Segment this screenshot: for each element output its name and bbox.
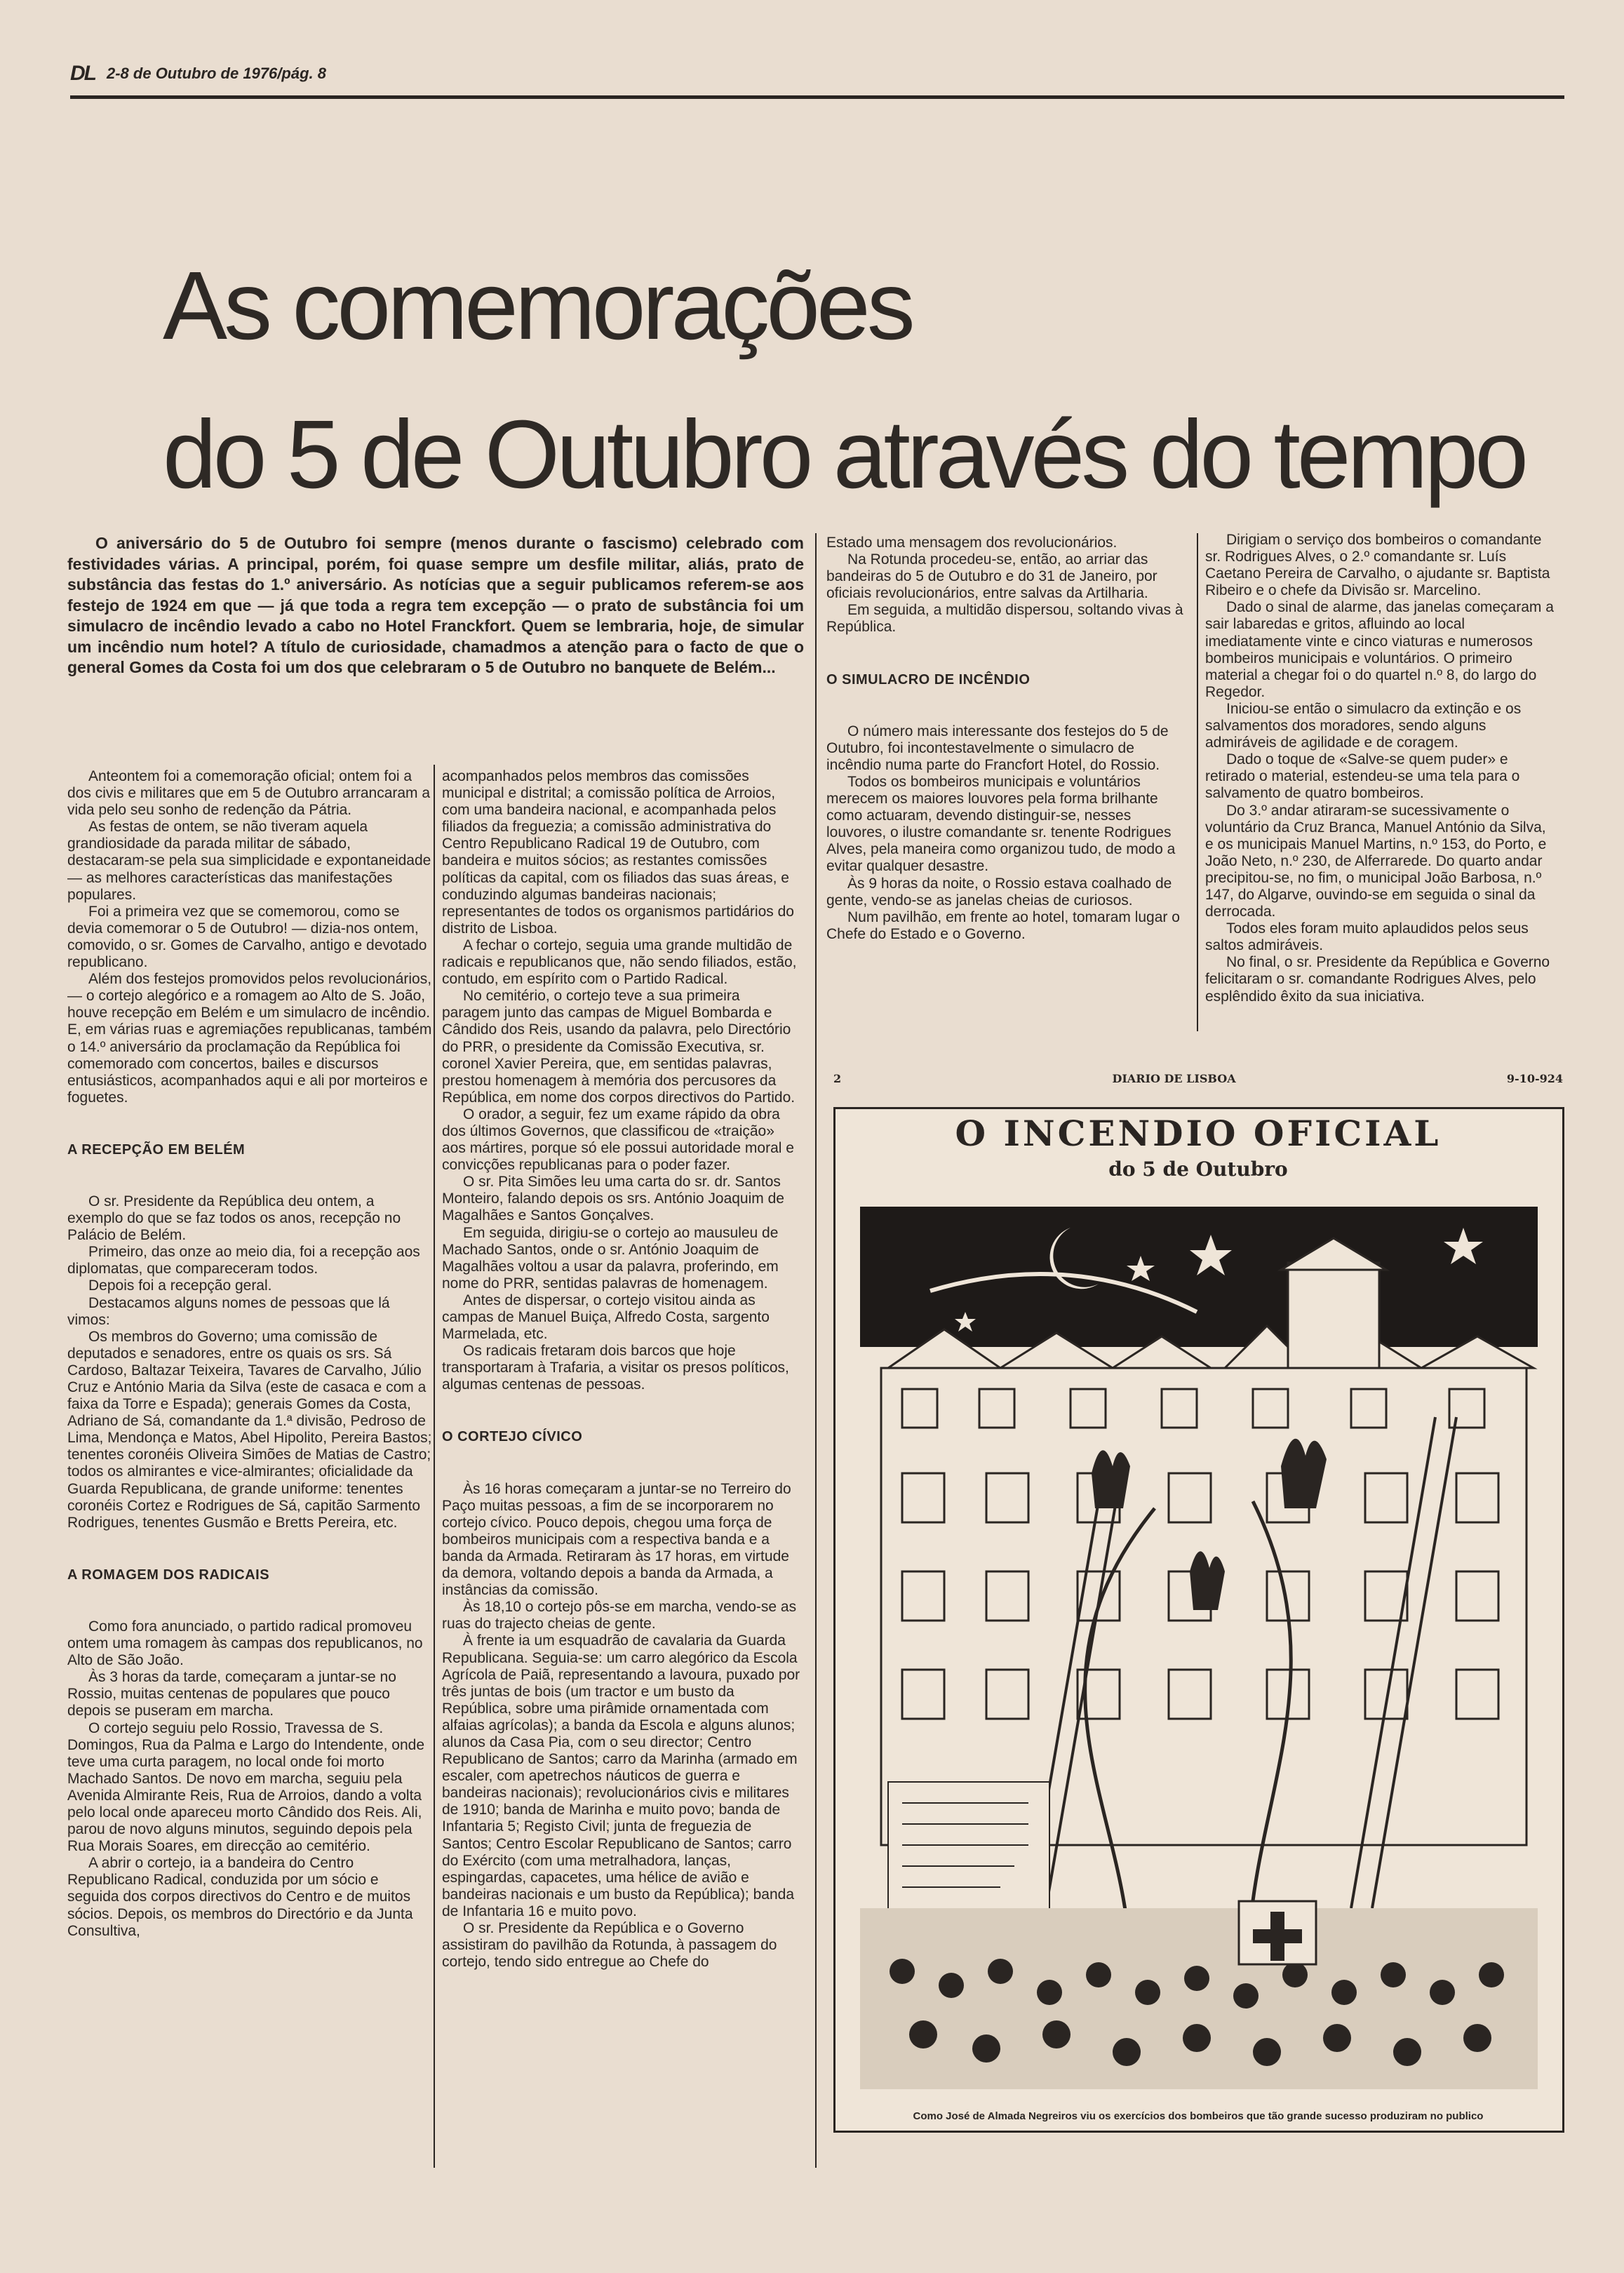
page-header [70, 62, 326, 86]
newspaper-clipping [833, 1072, 1563, 2131]
article-column-2 [442, 768, 801, 1971]
clipping-header [833, 1072, 1563, 1092]
paragraph: À frente ia um esquadrão de cavalaria da Guarda Republicana. Seguia-se: um carro alegórico da Escola Agrícola de Paiã, representando a lavoura, puxado por três juntas de bois (um tractor e um busto da República, sobre uma pirâmide ornamentada com alfaias agrícolas); a banda da Escola e alguns alunos; alunos da Casa Pia, com o seu director; Centro Republicano de Santos; carro da Marinha (armado em escaler, com apetrechos náuticos de guerra e bandeiras nacionais); revolucionários civis e militares de 1910; banda de Marinha e muito povo; banda de Infantaria 5; Registo Civil; junta de freguezia de Santos; Centro Escolar Republicano de Santos; carro do Exército (com uma metralhadora, lanças, espingardas, capacetes, uma hélice de avião e bandeiras nacionais e um busto da República); banda de Infantaria 16 e muito povo. [442, 1632, 800, 1919]
column-divider [815, 533, 817, 2168]
paragraph: Dirigiam o serviço dos bombeiros o comandante sr. Rodrigues Alves, o 2.º comandante sr. Luís Caetano Pereira de Carvalho, o ajudante sr. Baptista Ribeiro e o chefe da Divisão sr. Marcelino. [1205, 532, 1550, 599]
paragraph: Todos eles foram muito aplaudidos pelos seus saltos admiráveis. [1205, 920, 1529, 954]
paragraph: Às 9 horas da noite, o Rossio estava coalhado de gente, vendo-se as janelas cheias de curiosos. [826, 875, 1172, 908]
paragraph: Os radicais fretaram dois barcos que hoje transportaram à Trafaria, a visitar os presos políticos, algumas centenas de pessoas. [442, 1343, 789, 1393]
paragraph: Iniciou-se então o simulacro da extinção e os salvamentos dos moradores, sendo alguns admiráveis de agilidade e de coragem. [1205, 700, 1522, 751]
headline-line-2: do 5 de Outubro através do tempo [163, 401, 1526, 509]
paragraph: Num pavilhão, em frente ao hotel, tomaram lugar o Chefe do Estado e o Governo. [826, 908, 1180, 942]
intro-paragraph [67, 533, 804, 678]
dateline: 2-8 de Outubro de 1976/pág. 8 [107, 65, 326, 82]
header-rule [70, 95, 1564, 99]
clipping-date: 9-10-924 [1506, 1072, 1563, 1085]
paragraph: Antes de dispersar, o cortejo visitou ainda as campas de Manuel Buiça, Alfredo Costa, sargento Marmelada, etc. [442, 1292, 770, 1343]
paragraph: As festas de ontem, se não tiveram aquela grandiosidade da parada militar de sábado, destacaram-se pela sua simplicidade e expontaneidade — as melhores características das manifestações populares. [67, 819, 431, 903]
paragraph: Na Rotunda procedeu-se, então, ao arriar das bandeiras do 5 de Outubro e do 31 de Janeiro, por oficiais revolucionários, entre salvas da Artilharia. [826, 551, 1157, 602]
paragraph: Dado o sinal de alarme, das janelas começaram a sair labaredas e gritos, afluindo ao local imediatamente vinte e cinco viaturas e numerosos bombeiros municipais e voluntários. O primeiro material a chegar foi o do quartel n.º 8, do largo do Regedor. [1205, 599, 1554, 700]
paragraph: O orador, a seguir, fez um exame rápido da obra dos últimos Governos, que classificou de «traição» aos mártires, porque só ele possui autoridade moral e convicções republicanas para o poder fazer. [442, 1106, 794, 1174]
paragraph: Estado uma mensagem dos revolucionários. [826, 535, 1118, 551]
clipping-paper-name: DIARIO DE LISBOA [1112, 1072, 1236, 1085]
article-column-1 [67, 768, 432, 1940]
paragraph: Do 3.º andar atiraram-se sucessivamente o voluntário da Cruz Branca, Manuel António da Silva, e os municipais Manuel Martins, n.º 153, do Porto, e João Neto, n.º 230, de Alferrarede. Do quarto andar precipitou-se, no fim, o municipal João Barbosa, n.º 147, do Algarve, ouvindo-se em seguida o sinal da derrocada. [1205, 802, 1547, 920]
paragraph: O número mais interessante dos festejos do 5 de Outubro, foi incontestavelmente o simulacro de incêndio numa parte do Francfort Hotel, do Rossio. [826, 723, 1169, 773]
section-heading-simulacro: O SIMULACRO DE INCÊNDIO [826, 671, 1031, 688]
clipping-title: O INCENDIO OFICIAL [955, 1113, 1442, 1154]
paragraph: Primeiro, das onze ao meio dia, foi a recepção aos diplomatas, que compareceram todos. [67, 1244, 420, 1278]
paragraph: Destacamos alguns nomes de pessoas que lá vimos: [67, 1294, 390, 1328]
clipping-page-number: 2 [833, 1072, 842, 1085]
paragraph: Além dos festejos promovidos pelos revolucionários, — o cortejo alegórico e a romagem ao Alto de S. João, houve recepção em Belém e um simulacro de incêndio. E, em várias ruas e agremiações republicanas, também o 14.º aniversário da proclamação da República foi comemorado com concertos, bailes e discursos entusiásticos, acompanhados aqui e ali por morteiros e foguetes. [67, 971, 432, 1106]
paragraph: Às 3 horas da tarde, começaram a juntar-se no Rossio, muitas centenas de populares que pouco depois se puseram em marcha. [67, 1669, 396, 1719]
paragraph: A fechar o cortejo, seguia uma grande multidão de radicais e republicanos que, não sendo filiados, estão, contudo, em espírito com o Partido Radical. [442, 937, 797, 988]
clipping-caption: Como José de Almada Negreiros viu os exercícios dos bombeiros que tão grande sucesso produziram no publico [913, 2110, 1484, 2122]
paragraph: A abrir o cortejo, ia a bandeira do Centro Republicano Radical, conduzida por um sócio e seguida dos corpos directivos do Centro e de muitos sócios. Depois, os membros do Directório e da Junta Consultiva, [67, 1855, 413, 1939]
column-divider [434, 765, 435, 2168]
paragraph: O sr. Pita Simões leu uma carta do sr. dr. Santos Monteiro, falando depois os srs. António Joaquim de Magalhães e Santos Gonçalves. [442, 1174, 784, 1224]
headline-line-1: As comemorações [163, 252, 912, 360]
intro-text: O aniversário do 5 de Outubro foi sempre (menos durante o fascismo) celebrado com festividades várias. A principal, porém, foi quase sempre um desfile militar, aliás, prato de substância das festas do 1.º aniversário. As notícias que a seguir publicamos referem-se aos festejo de 1924 em que — já que toda a regra tem excepção — o prato de substância foi um simulacro de incêndio levado a cabo no Hotel Franckfort. Quem se lembraria, hoje, de simular um incêndio num hotel? A título de curiosidade, chamadmos a atenção para o facto de que o general Gomes da Costa foi um dos que celebraram o 5 de Outubro no banquete de Belém... [67, 534, 804, 676]
paragraph: O sr. Presidente da República e o Governo assistiram do pavilhão da Rotunda, à passagem do cortejo, tendo sido entregue ao Chefe do [442, 1920, 777, 1971]
paragraph: Dado o toque de «Salve-se quem puder» e retirado o material, estendeu-se uma tela para o salvamento de quatro bombeiros. [1205, 751, 1520, 802]
column-divider [1197, 533, 1198, 1031]
paragraph: Como fora anunciado, o partido radical promoveu ontem uma romagem às campas dos republicanos, no Alto de São João. [67, 1618, 423, 1669]
article-column-3 [826, 535, 1191, 943]
paragraph: No cemitério, o cortejo teve a sua primeira paragem junto das campas de Miguel Bombarda e Cândido dos Reis, usando da palavra, pelo Directório do PRR, o presidente da Comissão Executiva, sr. coronel Xavier Pereira, que, em sentidas palavras, prestou homenagem à memória dos percusores da República, em nome dos corpos directivos do Partido. [442, 988, 796, 1106]
paragraph: O cortejo seguiu pelo Rossio, Travessa de S. Domingos, Rua da Palma e Largo do Intendente, onde teve uma curta paragem, no local onde foi morto Machado Santos. De novo em marcha, seguiu pela Avenida Almirante Reis, Rua de Arroios, dando a volta pelo local onde apareceu morto Cândido dos Reis. Ali, parou de novo alguns minutos, seguindo depois pela Rua Morais Soares, em direcção ao cemitério. [67, 1719, 425, 1855]
fire-drill-illustration [860, 1207, 1538, 2089]
paragraph: Anteontem foi a comemoração oficial; ontem foi a dos civis e militares que em 5 de Outubro arrancaram a vida pelo seu sonho de redenção da Pátria. [67, 768, 431, 819]
paragraph: Foi a primeira vez que se comemorou, como se devia comemorar o 5 de Outubro! — dizia-nos ontem, comovido, o sr. Gomes de Carvalho, antigo e devotado republicano. [67, 903, 427, 971]
article-column-4 [1205, 532, 1556, 1005]
paragraph: Os membros do Governo; uma comissão de deputados e senadores, entre os quais os srs. Sá Cardoso, Baltazar Teixeira, Tavares de Carvalho, Júlio Cruz e António Maria da Silva (este de casaca e com a faixa da Torre e Espada); generais Gomes da Costa, Adriano de Sá, comandante da 1.ª divisão, Pedroso de Lima, Mendonça e Matos, Abel Hipolito, Pereira Bastos; tenentes coronéis Oliveira Simões de Matias de Castro; todos os almirantes e vice-almirantes; oficialidade da Guarda Republicana, de grande uniforme: tenentes coronéis Cortez e Rodrigues de Sá, capitão Sarmento Rodrigues, tenentes Gusmão e Bretts Pereira, etc. [67, 1328, 432, 1531]
paragraph: Em seguida, dirigiu-se o cortejo ao mausuleu de Machado Santos, onde o sr. António Joaquim de Magalhães voltou a usar da palavra, proferindo, em nome do PRR, sentidas palavras de homenagem. [442, 1224, 779, 1292]
section-heading-romagem: A ROMAGEM DOS RADICAIS [67, 1567, 270, 1583]
clipping-subtitle: do 5 de Outubro [1108, 1158, 1288, 1181]
paragraph: Às 18,10 o cortejo pôs-se em marcha, vendo-se as ruas do trajecto cheias de gente. [442, 1599, 797, 1632]
newspaper-logo: DL [70, 62, 95, 85]
headline [163, 232, 1525, 529]
section-heading-recepcao: A RECEPÇÃO EM BELÉM [67, 1141, 246, 1158]
paragraph: Em seguida, a multidão dispersou, soltando vivas à República. [826, 602, 1183, 636]
paragraph: Às 16 horas começaram a juntar-se no Terreiro do Paço muitas pessoas, a fim de se incorporarem no cortejo cívico. Pouco depois, chegou uma força de bombeiros municipais com a respectiva banda e a banda da Armada. Retiraram às 17 horas, em virtude da demora, voltando depois a banda da Armada, a instâncias da comissão. [442, 1480, 791, 1599]
paragraph: acompanhados pelos membros das comissões municipal e distrital; a comissão política de Arroios, com uma bandeira nacional, e acompanhada pelos filiados da freguezia; a comissão administrativa do Centro Republicano Radical 19 de Outubro, com bandeira e muitos sócios; as restantes comissões políticas da capital, com os filiados das suas áreas, e conduzindo algumas bandeiras nacionais; representantes de todos os organismos partidários do distrito de Lisboa. [442, 768, 794, 937]
section-heading-cortejo: O CORTEJO CÍVICO [442, 1429, 583, 1445]
paragraph: Todos os bombeiros municipais e voluntários merecem os maiores louvores pela forma brilhante como actuaram, devendo distinguir-se, nesses louvores, o ilustre comandante sr. tenente Rodrigues Alves, pela maneira como organizou tudo, de modo a evitar qualquer desastre. [826, 773, 1176, 875]
paragraph: No final, o sr. Presidente da República e Governo felicitaram o sr. comandante Rodrigues Alves, pelo esplêndido êxito da sua iniciativa. [1205, 954, 1550, 1005]
paragraph: O sr. Presidente da República deu ontem, a exemplo do que se faz todos os anos, recepção no Palácio de Belém. [67, 1193, 401, 1244]
paragraph: Depois foi a recepção geral. [88, 1278, 272, 1294]
